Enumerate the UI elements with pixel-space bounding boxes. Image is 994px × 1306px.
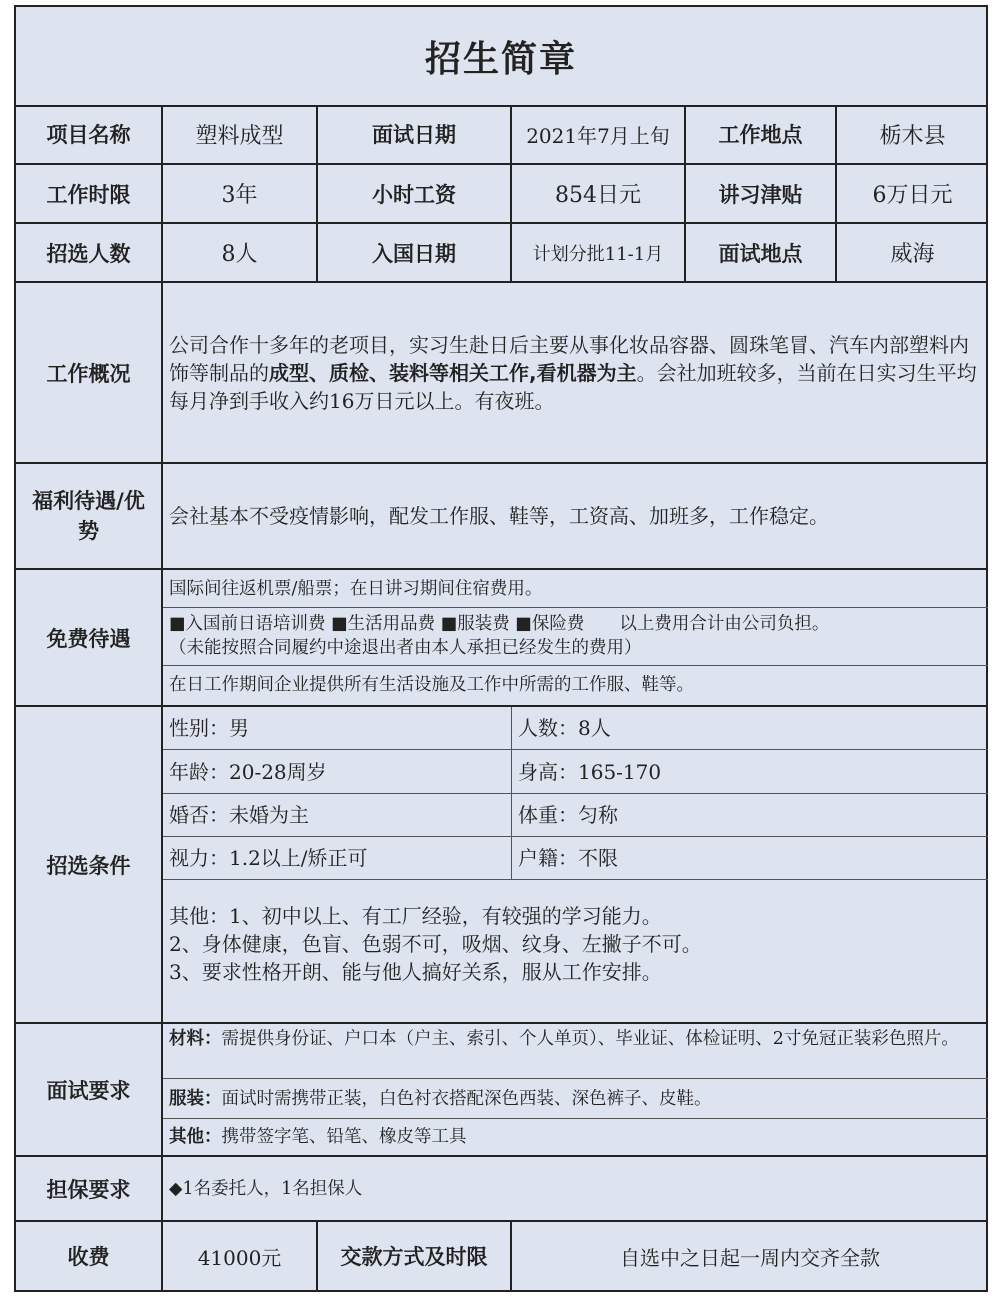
- interview-place-value: 威海: [837, 224, 988, 283]
- overview-cell: [163, 283, 988, 464]
- cond-vision: 视力：1.2以上/矫正可: [163, 837, 512, 880]
- project-value: 塑料成型: [163, 105, 318, 165]
- free-line-2b: （未能按照合同履约中途退出者由本人承担已经发生的费用）: [169, 638, 642, 658]
- work-place-label: 工作地点: [686, 105, 837, 165]
- payment-method-label: 交款方式及时限: [318, 1222, 512, 1290]
- overview-text-2: 。会社加班较多，当前在日实习生平均每月净到手收入约16万日元以上。有夜班。: [169, 360, 977, 413]
- page-title: 招生简章: [16, 7, 986, 107]
- hourly-wage-value: 854日元: [512, 165, 686, 224]
- free-line-2a: ■入国前日语培训费 ■生活用品费 ■服装费 ■保险费 以上费用合计由公司负担。: [169, 614, 830, 634]
- fee-label: 收费: [16, 1222, 163, 1290]
- materials-text: 需提供身份证、户口本（户主、索引、个人单页）、毕业证、体检证明、2寸免冠正装彩色照片。: [221, 1029, 959, 1049]
- duration-value: 3年: [163, 165, 318, 224]
- dress-label: 服装：: [169, 1088, 222, 1109]
- free-line-3: 在日工作期间企业提供所有生活设施及工作中所需的工作服、鞋等。: [169, 675, 694, 695]
- other-text: 携带签字笔、铅笔、橡皮等工具: [221, 1127, 467, 1147]
- cond-other-1: 其他：1、初中以上、有工厂经验，有较强的学习能力。: [169, 904, 662, 928]
- overview-text-1: 公司合作十多年的老项目，实习生赴日后主要从事化妆品容器、圆珠笔冒、汽车内部塑料内饰等制品的: [169, 332, 969, 385]
- interview-label: 面试要求: [16, 1024, 163, 1157]
- interview-date-label: 面试日期: [318, 105, 512, 165]
- conditions-label: 招选条件: [16, 707, 163, 1024]
- cond-other: [169, 902, 702, 986]
- free-line-2: [163, 608, 988, 666]
- cond-other-cell: [163, 880, 988, 1024]
- allowance-value: 6万日元: [837, 165, 988, 224]
- brochure-sheet: [14, 5, 988, 1292]
- welfare-label: 福利待遇/优势: [16, 464, 163, 570]
- overview-text-bold: 成型、质检、装料等相关工作,看机器为主: [269, 360, 637, 385]
- overview-text: [169, 331, 980, 415]
- interview-other: [163, 1119, 988, 1157]
- payment-method-text: 自选中之日起一周内交齐全款: [620, 1245, 880, 1270]
- cond-hukou: 户籍：不限: [512, 837, 988, 880]
- cond-other-3: 3、要求性格开朗、能与他人搞好关系，服从工作安排。: [169, 960, 662, 984]
- project-label: 项目名称: [16, 105, 163, 165]
- interview-materials: [163, 1024, 988, 1079]
- cond-gender: 性别：男: [163, 707, 512, 750]
- work-place-value: 栃木县: [837, 105, 988, 165]
- other-label: 其他：: [169, 1127, 222, 1147]
- welfare-text: 会社基本不受疫情影响，配发工作服、鞋等，工资高、加班多，工作稳定。: [163, 464, 988, 570]
- interview-dress: [163, 1079, 988, 1119]
- free-line-1: 国际间往返机票/船票；在日讲习期间住宿费用。: [163, 570, 988, 608]
- cond-weight: 体重：匀称: [512, 794, 988, 837]
- interview-date-value: 2021年7月上旬: [512, 105, 686, 165]
- overview-label: 工作概况: [16, 283, 163, 464]
- cond-other-2: 2、身体健康，色盲、色弱不可，吸烟、纹身、左撇子不可。: [169, 932, 702, 956]
- free-cell: [163, 570, 988, 707]
- cond-marital: 婚否：未婚为主: [163, 794, 512, 837]
- guarantee-text: ◆1名委托人，1名担保人: [163, 1157, 988, 1222]
- cond-age: 年龄：20-28周岁: [163, 750, 512, 794]
- cond-people: 人数：8人: [512, 707, 988, 750]
- count-value: 8人: [163, 224, 318, 283]
- allowance-label: 讲习津贴: [686, 165, 837, 224]
- hourly-wage-label: 小时工资: [318, 165, 512, 224]
- interview-place-label: 面试地点: [686, 224, 837, 283]
- dress-text: 面试时需携带正装，白色衬衣搭配深色西装、深色裤子、皮鞋。: [221, 1088, 712, 1109]
- cond-height: 身高：165-170: [512, 750, 988, 794]
- duration-label: 工作时限: [16, 165, 163, 224]
- entry-date-value: 计划分批11-1月: [512, 224, 686, 283]
- entry-date-label: 入国日期: [318, 224, 512, 283]
- count-label: 招选人数: [16, 224, 163, 283]
- guarantee-label: 担保要求: [16, 1157, 163, 1222]
- materials-label: 材料：: [169, 1029, 222, 1049]
- free-label: 免费待遇: [16, 570, 163, 707]
- fee-amount: 41000元: [163, 1222, 318, 1290]
